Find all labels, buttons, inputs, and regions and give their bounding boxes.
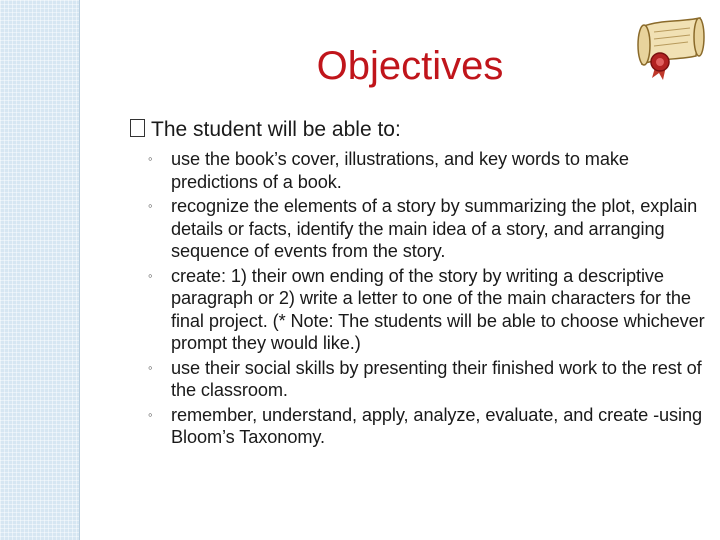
list-item-text: create: 1) their own ending of the story by writing a descriptive paragraph or 2) write a letter to one of the main characters for the final project. (* Note: The students will be able to choose whichever prompt they would like.) — [171, 265, 705, 353]
list-item-text: recognize the elements of a story by summarizing the plot, explain details or facts, identify the main idea of a story, and arranging sequence of events from the story. — [171, 196, 698, 261]
lead-text-row — [130, 118, 401, 142]
side-band-divider — [79, 0, 80, 540]
square-box-icon — [130, 119, 145, 137]
ring-bullet-icon: ◦ — [148, 267, 153, 283]
diploma-scroll-icon — [630, 12, 708, 82]
objectives-list — [148, 148, 708, 451]
ring-bullet-icon: ◦ — [148, 198, 153, 213]
list-item — [148, 265, 708, 355]
list-item-text: use the book’s cover, illustrations, and key words to make predictions of a book. — [171, 149, 629, 192]
list-item — [148, 195, 708, 263]
lead-text: The student will be able to: — [151, 118, 401, 141]
list-item-text: use their social skills by presenting their finished work to the rest of the classroom. — [171, 357, 702, 400]
list-item — [148, 404, 708, 449]
ring-bullet-icon: ◦ — [148, 406, 153, 422]
decorative-side-band — [0, 0, 80, 540]
slide-title: Objectives — [316, 44, 504, 88]
ring-bullet-icon: ◦ — [148, 359, 153, 375]
list-item-text: remember, understand, apply, analyze, evaluate, and create -using Bloom’s Taxonomy. — [171, 404, 703, 447]
ring-bullet-icon: ◦ — [148, 151, 153, 166]
list-item — [148, 357, 708, 402]
list-item — [148, 148, 708, 193]
